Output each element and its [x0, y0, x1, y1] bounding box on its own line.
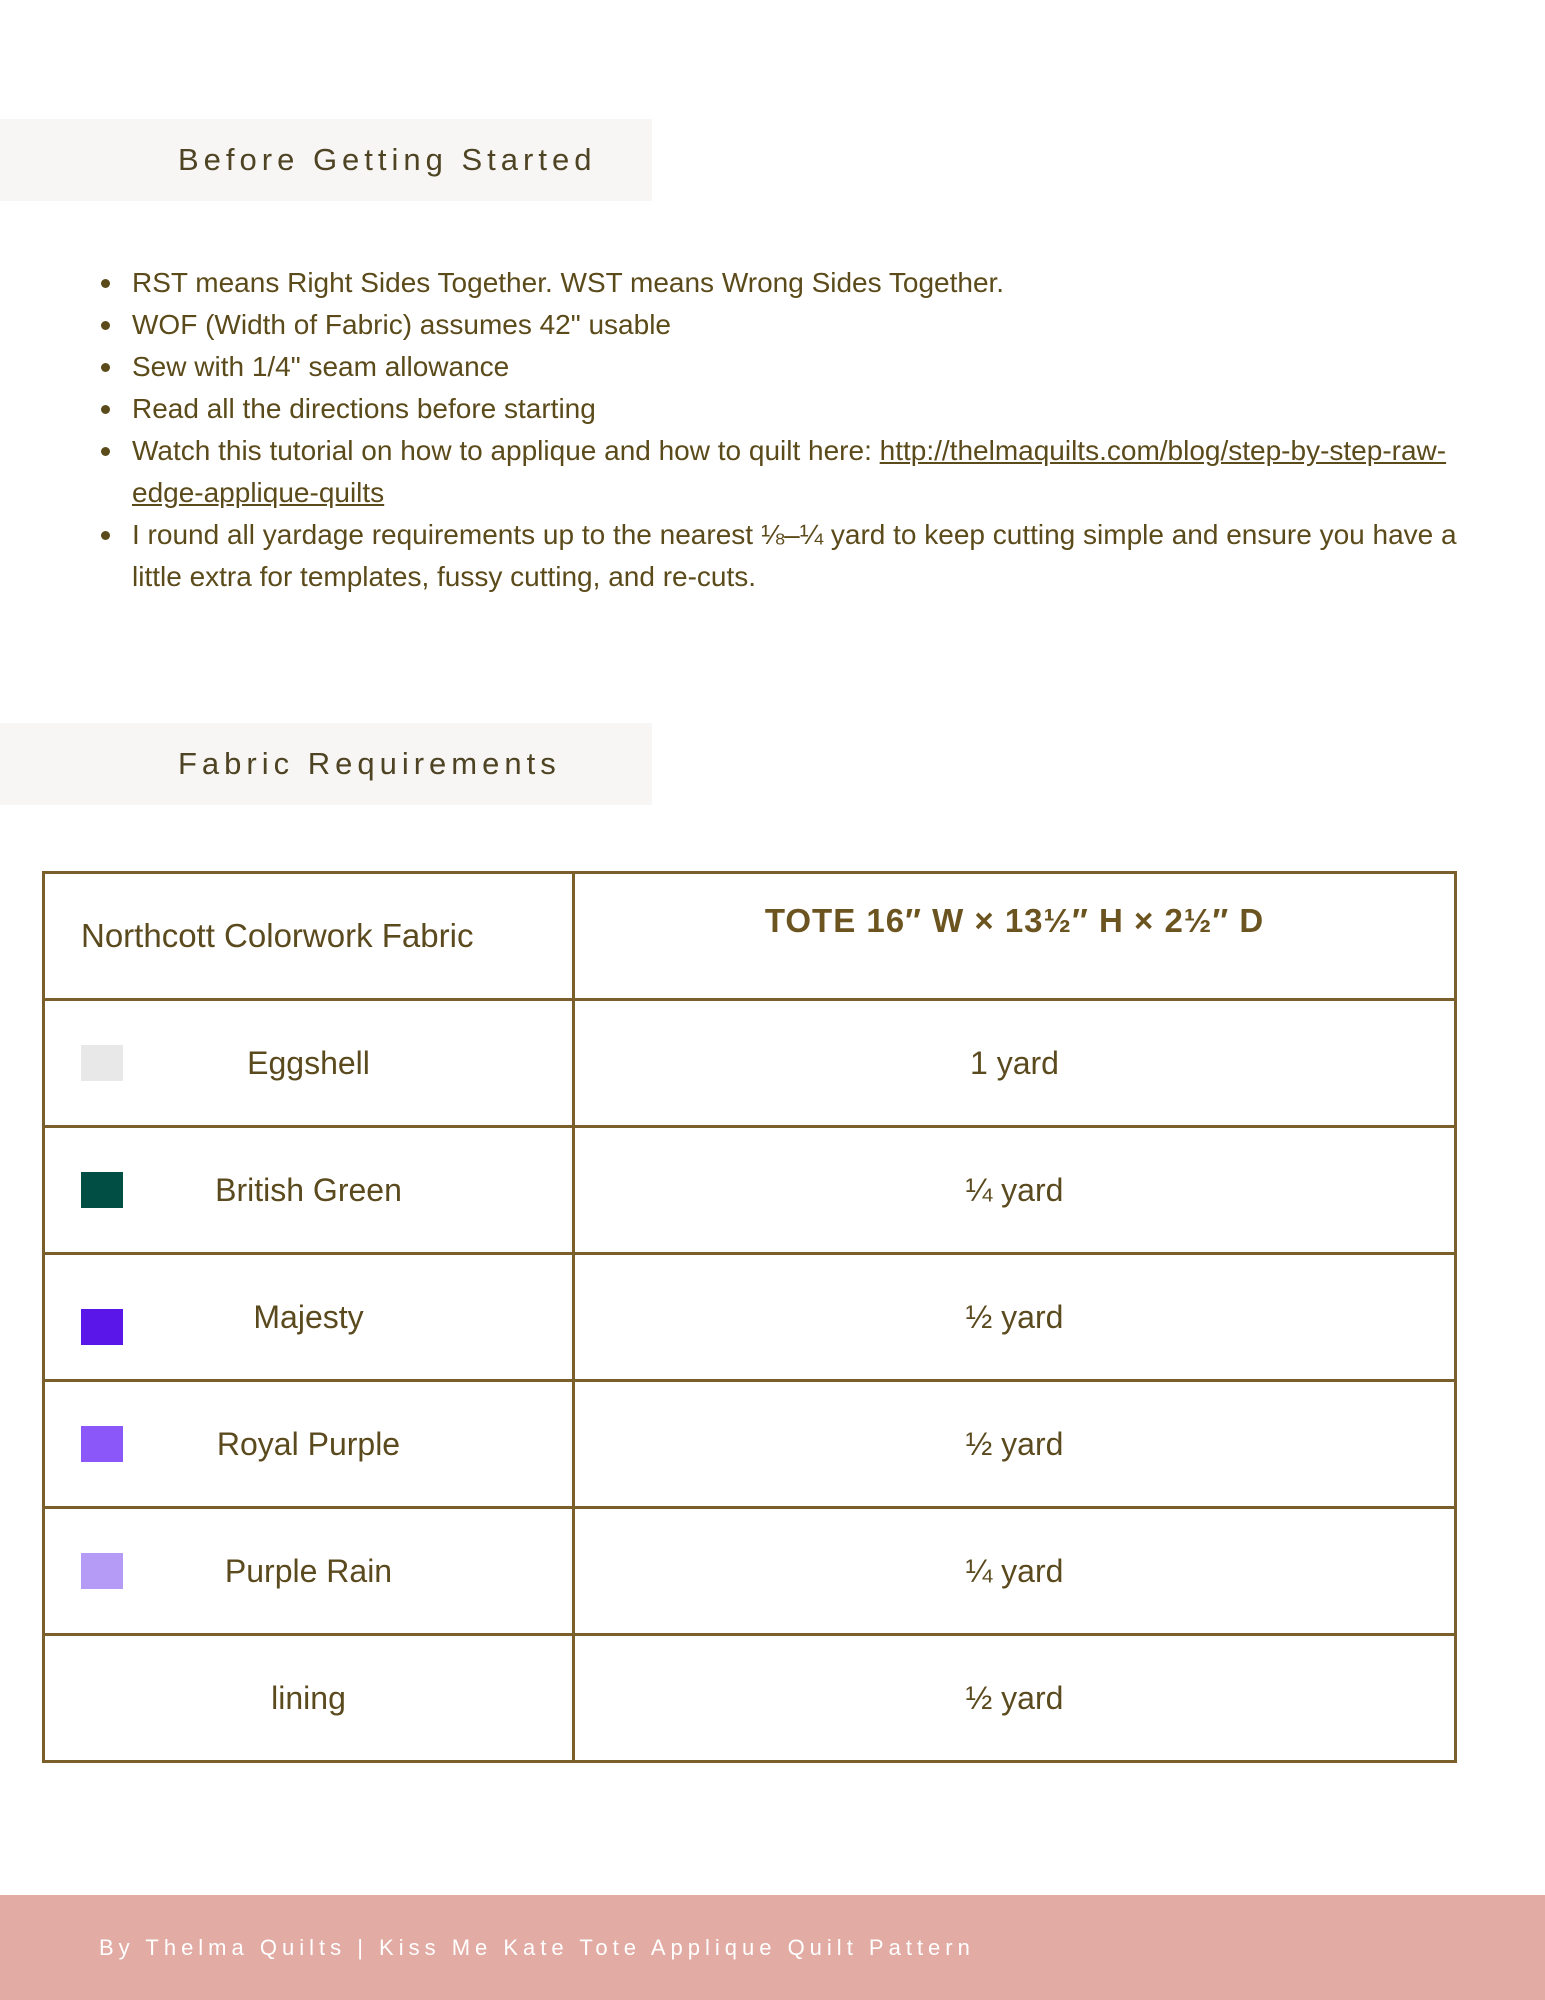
fabric-name-cell: [44, 1000, 574, 1127]
fabric-amount: ½ yard: [574, 1635, 1456, 1762]
color-swatch: [81, 1045, 123, 1081]
fabric-amount: ¼ yard: [574, 1127, 1456, 1254]
fabric-amount: ½ yard: [574, 1254, 1456, 1381]
fabric-name-cell: [44, 1254, 574, 1381]
list-item: WOF (Width of Fabric) assumes 42" usable: [92, 304, 1462, 346]
fabric-amount: 1 yard: [574, 1000, 1456, 1127]
footer-bar: [0, 1895, 1545, 2000]
fabric-name-cell: [44, 1508, 574, 1635]
fabric-name-cell: [44, 1635, 574, 1762]
fabric-name: British Green: [215, 1171, 402, 1208]
color-swatch: [81, 1426, 123, 1462]
table-header-row: [44, 873, 1456, 1000]
list-item: Read all the directions before starting: [92, 388, 1462, 430]
tutorial-link[interactable]: http://thelmaquilts.com/blog/step-by-step-raw-edge-applique-quilts: [132, 435, 1447, 508]
list-item: I round all yardage requirements up to the nearest ⅛–¼ yard to keep cutting simple and ensure you have a little extra for templates, fussy cutting, and re-cuts.: [92, 514, 1462, 598]
column-header-tote: [574, 873, 1456, 1000]
section-header-before: [0, 119, 652, 201]
fabric-name-cell: [44, 1127, 574, 1254]
list-item-tutorial: [92, 430, 1462, 514]
list-item: Sew with 1/4" seam allowance: [92, 346, 1462, 388]
footer-text: By Thelma Quilts | Kiss Me Kate Tote Applique Quilt Pattern: [99, 1935, 975, 1960]
table-row: [44, 1635, 1456, 1762]
notes-list: [92, 262, 1462, 598]
table-row: [44, 1000, 1456, 1127]
fabric-requirements-table: [42, 871, 1457, 1763]
fabric-amount: ½ yard: [574, 1381, 1456, 1508]
section-title-fabric: Fabric Requirements: [178, 746, 561, 781]
color-swatch: [81, 1172, 123, 1208]
color-swatch: [81, 1309, 123, 1345]
column-header-fabric: Northcott Colorwork Fabric: [44, 873, 574, 1000]
fabric-name: lining: [271, 1679, 346, 1716]
tote-dimensions: TOTE 16″ W × 13½″ H × 2½″ D: [764, 902, 1265, 939]
table-row: [44, 1254, 1456, 1381]
list-item: RST means Right Sides Together. WST means Wrong Sides Together.: [92, 262, 1462, 304]
fabric-name-cell: [44, 1381, 574, 1508]
fabric-name: Eggshell: [247, 1044, 370, 1081]
fabric-name: Royal Purple: [216, 1425, 401, 1462]
fabric-name: Purple Rain: [224, 1552, 393, 1589]
color-swatch: [81, 1553, 123, 1589]
tutorial-prefix: Watch this tutorial on how to applique and how to quilt here:: [132, 435, 880, 466]
table-row: [44, 1127, 1456, 1254]
section-title-before: Before Getting Started: [178, 142, 597, 177]
table-row: [44, 1381, 1456, 1508]
section-header-fabric: [0, 723, 652, 805]
table-row: [44, 1508, 1456, 1635]
fabric-name: Majesty: [253, 1298, 364, 1335]
fabric-amount: ¼ yard: [574, 1508, 1456, 1635]
